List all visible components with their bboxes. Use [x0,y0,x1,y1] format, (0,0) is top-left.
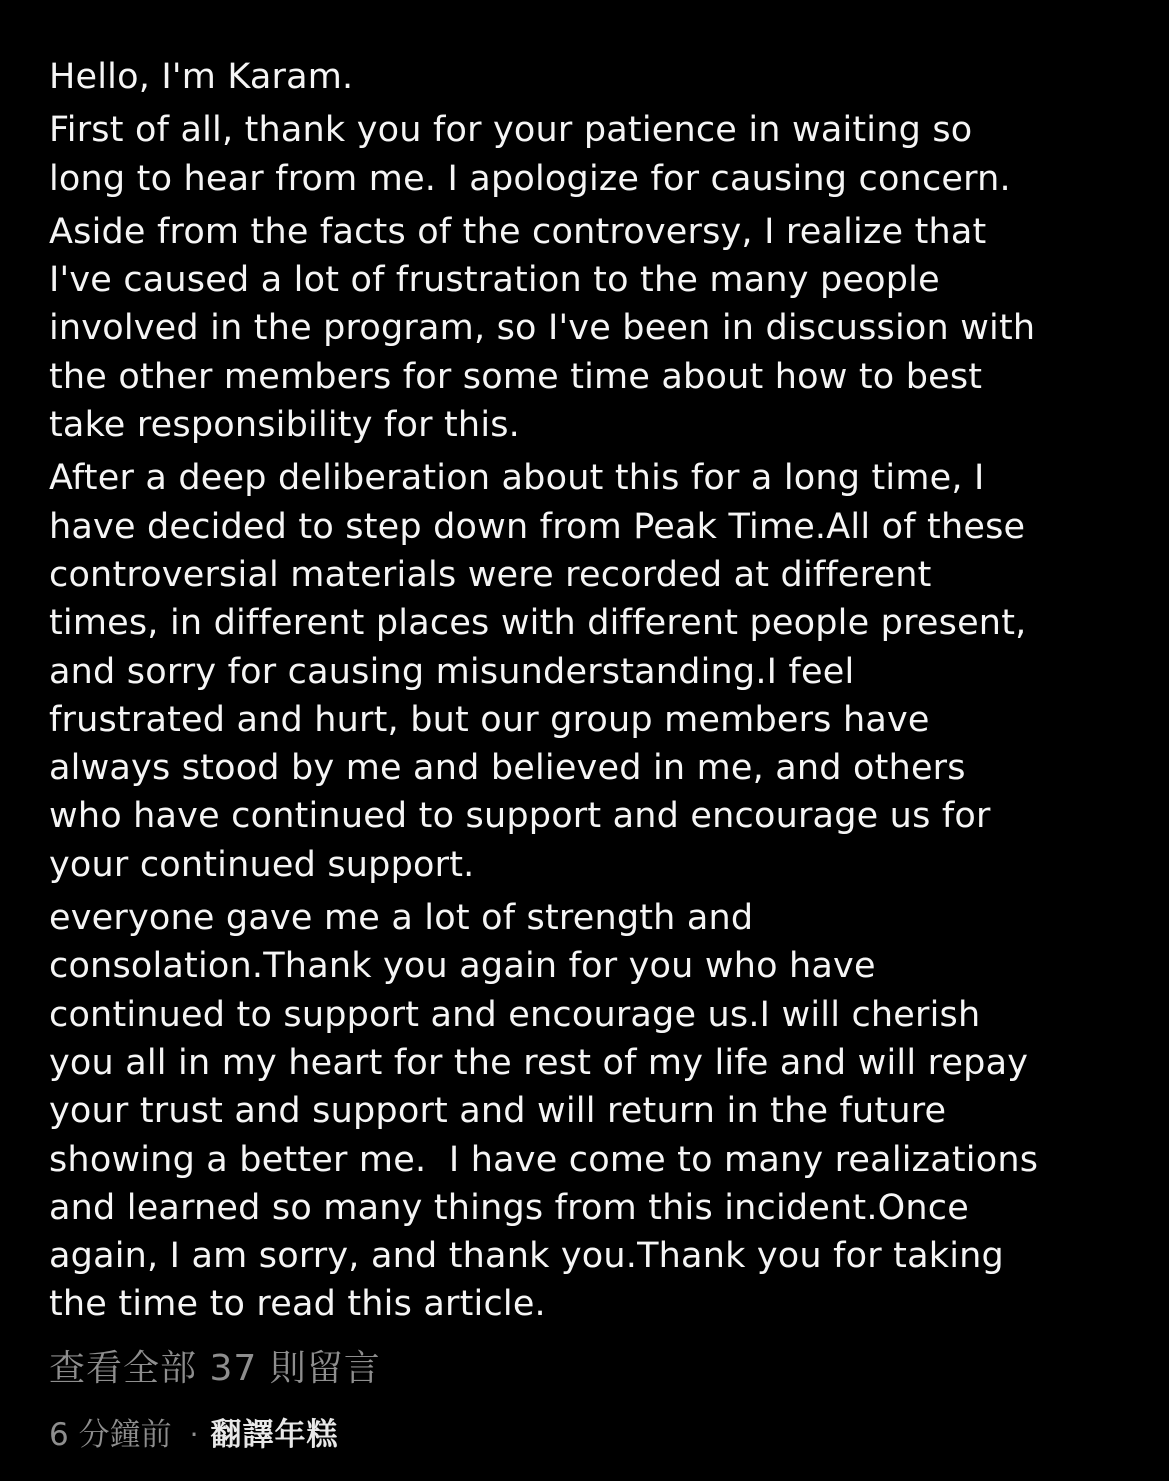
translate-button[interactable]: 翻譯年糕 [210,1417,339,1453]
caption-paragraph-5: everyone gave me a lot of strength and consolation.Thank you again for you who have continued to support and encourage us.I will cherish you all in my heart for the rest of my life and will repay your trust and support and will return in the future showing a better me. I have come to many realizations and learned so many things from this incident.Once again, I am sorry, and thank you.Thank you for taking the time to read this article. [49,898,1039,1325]
meta-separator: · [189,1418,199,1451]
caption-paragraph-2: First of all, thank you for your patience in waiting so long to hear from me. I apologize for causing concern. [49,110,1011,199]
post-timestamp: 6 分鐘前 [49,1417,172,1453]
caption-paragraph-3: Aside from the facts of the controversy, I realize that I've caused a lot of frustration to the many people involved in the program, so I've been in discussion with the other members for some time about how to best take responsibility for this. [49,211,1036,446]
post-meta-row [49,1413,338,1457]
caption-paragraph-4: After a deep deliberation about this for a long time, I have decided to step down from Peak Time.All of these controversial materials were recorded at different times, in different places with different people present, and sorry for causing misunderstanding.I feel frustrated and hurt, but our group members have always stood by me and believed in me, and others who have continued to support and encourage us for your continued support. [49,458,1027,885]
caption-paragraph-1: Hello, I'm Karam. [49,57,354,97]
post-caption [49,53,1139,1334]
view-all-comments-link[interactable]: 查看全部 37 則留言 [49,1348,381,1389]
